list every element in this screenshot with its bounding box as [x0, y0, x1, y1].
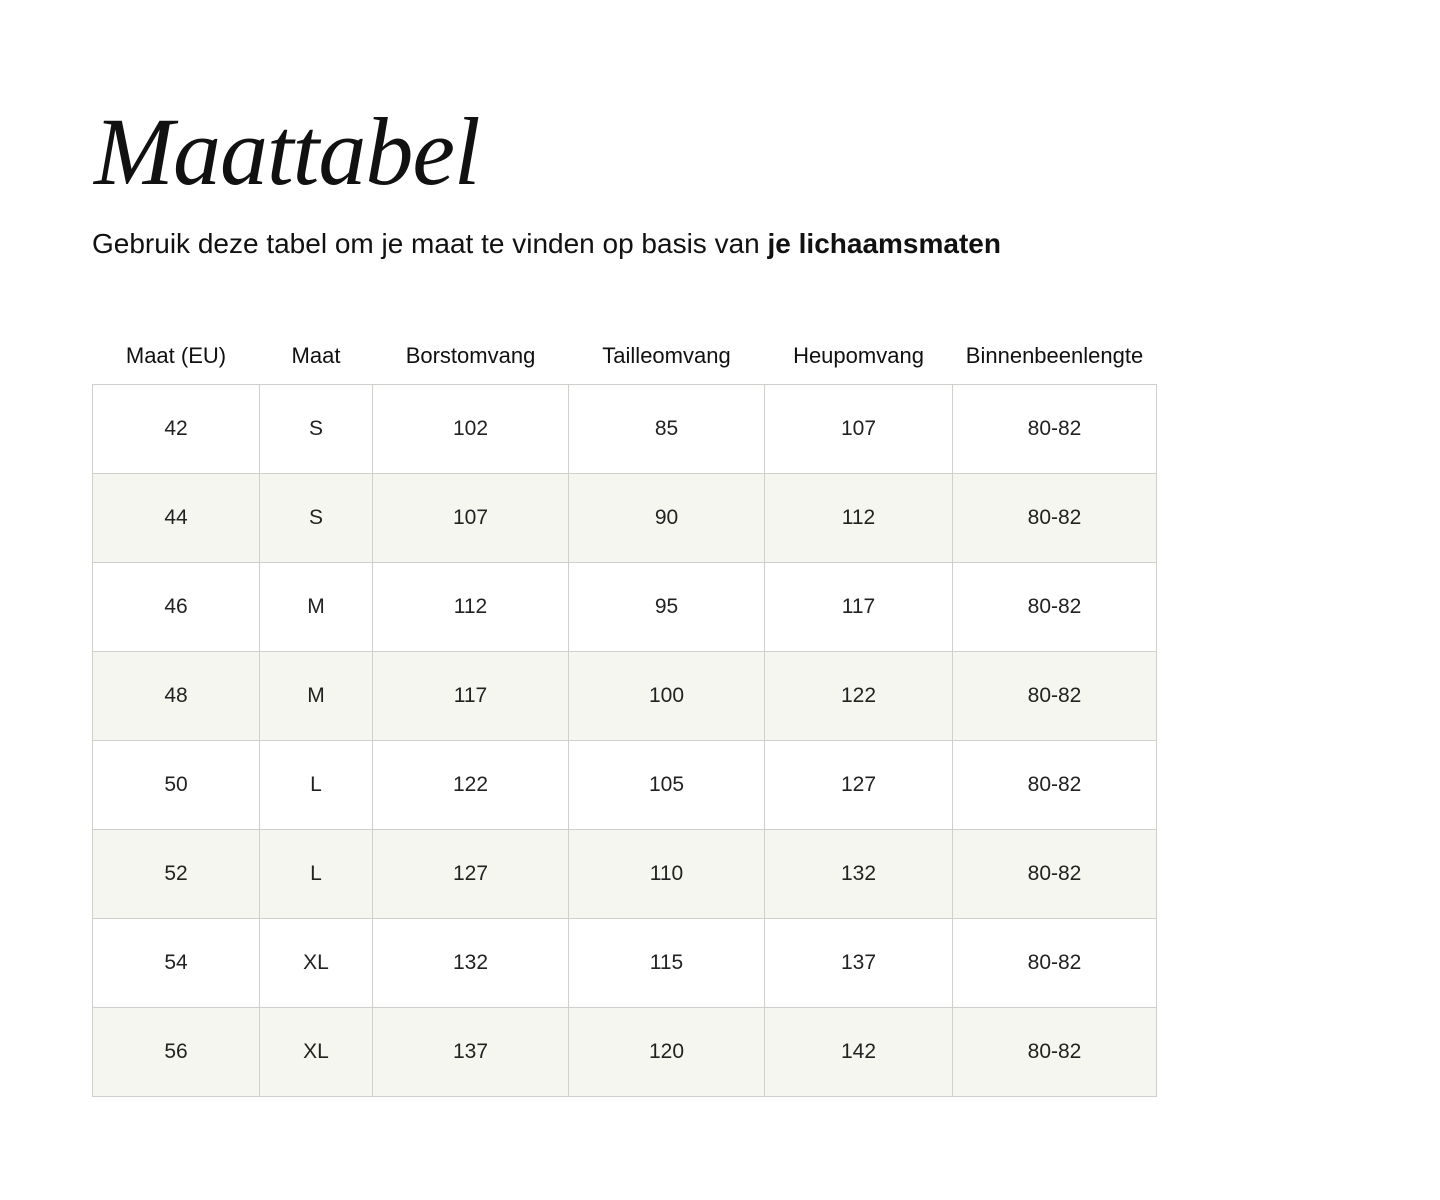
cell-chest: 112 — [373, 563, 569, 652]
page-title: Maattabel — [94, 98, 480, 205]
table-row — [93, 919, 1157, 1008]
cell-chest: 107 — [373, 474, 569, 563]
cell-size: XL — [260, 919, 373, 1008]
cell-waist: 85 — [569, 385, 765, 474]
cell-size-eu: 54 — [93, 919, 260, 1008]
table-row — [93, 741, 1157, 830]
cell-size-eu: 48 — [93, 652, 260, 741]
cell-waist: 90 — [569, 474, 765, 563]
cell-inseam: 80-82 — [953, 563, 1157, 652]
cell-chest: 117 — [373, 652, 569, 741]
table-row — [93, 1008, 1157, 1097]
cell-inseam: 80-82 — [953, 919, 1157, 1008]
cell-inseam: 80-82 — [953, 385, 1157, 474]
cell-chest: 102 — [373, 385, 569, 474]
cell-waist: 100 — [569, 652, 765, 741]
table-row — [93, 563, 1157, 652]
subtitle-emphasis: je lichaamsmaten — [767, 228, 1001, 259]
cell-chest: 137 — [373, 1008, 569, 1097]
cell-inseam: 80-82 — [953, 474, 1157, 563]
table-row — [93, 652, 1157, 741]
cell-waist: 110 — [569, 830, 765, 919]
cell-hip: 142 — [765, 1008, 953, 1097]
table-header — [93, 327, 1157, 385]
cell-chest: 127 — [373, 830, 569, 919]
cell-size-eu: 42 — [93, 385, 260, 474]
page-subtitle — [92, 226, 1001, 262]
cell-size: M — [260, 652, 373, 741]
cell-size: XL — [260, 1008, 373, 1097]
size-chart-table — [92, 327, 1157, 1097]
cell-waist: 120 — [569, 1008, 765, 1097]
cell-hip: 127 — [765, 741, 953, 830]
column-header-hip: Heupomvang — [793, 342, 924, 368]
cell-size-eu: 46 — [93, 563, 260, 652]
table-row — [93, 474, 1157, 563]
cell-size: M — [260, 563, 373, 652]
cell-waist: 105 — [569, 741, 765, 830]
cell-inseam: 80-82 — [953, 830, 1157, 919]
column-header-inseam: Binnenbeenlengte — [965, 342, 1144, 368]
header-row — [93, 327, 1157, 385]
subtitle-text: Gebruik deze tabel om je maat te vinden op basis van — [92, 228, 768, 259]
cell-inseam: 80-82 — [953, 741, 1157, 830]
table-body — [93, 385, 1157, 1097]
cell-size-eu: 50 — [93, 741, 260, 830]
cell-waist: 115 — [569, 919, 765, 1008]
column-header-size-eu: Maat (EU) — [125, 342, 227, 368]
cell-hip: 137 — [765, 919, 953, 1008]
cell-size: L — [260, 830, 373, 919]
column-header-chest: Borstomvang — [405, 342, 536, 368]
cell-chest: 132 — [373, 919, 569, 1008]
cell-hip: 117 — [765, 563, 953, 652]
cell-hip: 122 — [765, 652, 953, 741]
cell-hip: 132 — [765, 830, 953, 919]
cell-chest: 122 — [373, 741, 569, 830]
cell-size: L — [260, 741, 373, 830]
cell-hip: 107 — [765, 385, 953, 474]
column-header-size: Maat — [291, 342, 341, 368]
table-row — [93, 385, 1157, 474]
cell-size-eu: 44 — [93, 474, 260, 563]
column-header-waist: Tailleomvang — [602, 342, 731, 368]
cell-size-eu: 56 — [93, 1008, 260, 1097]
cell-size: S — [260, 385, 373, 474]
cell-hip: 112 — [765, 474, 953, 563]
cell-size-eu: 52 — [93, 830, 260, 919]
cell-inseam: 80-82 — [953, 1008, 1157, 1097]
cell-size: S — [260, 474, 373, 563]
table-row — [93, 830, 1157, 919]
cell-inseam: 80-82 — [953, 652, 1157, 741]
cell-waist: 95 — [569, 563, 765, 652]
